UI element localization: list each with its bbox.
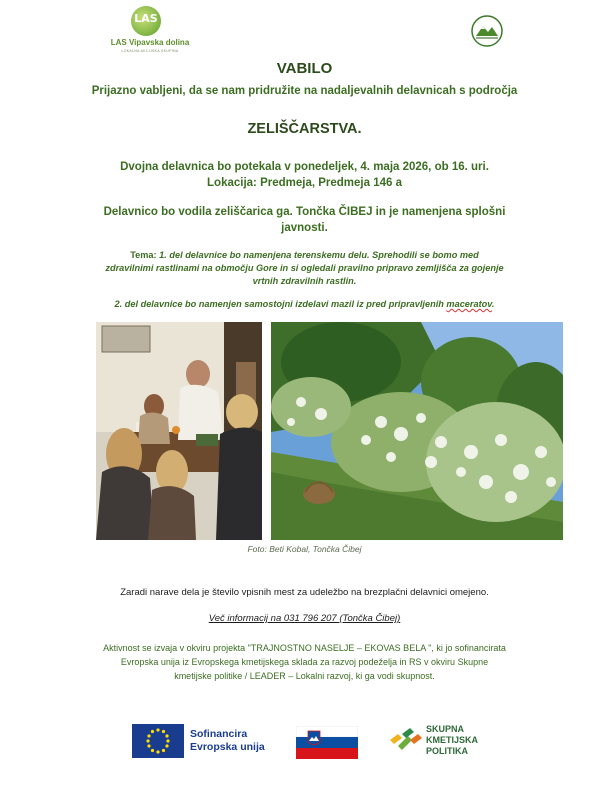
eu-line2: Evropska unija bbox=[190, 741, 265, 753]
skp-line2: KMETIJSKA bbox=[426, 735, 479, 745]
workshop-photo-indoor bbox=[96, 322, 262, 540]
workshop-date: Dvojna delavnica bo potekala v ponedeljek, 4. maja 2026, ob 16. uri. bbox=[120, 161, 489, 173]
workshop-leader-line1: Delavnico bo vodila zeliščarica ga. Tončka ČIBEJ in je namenjena splošni bbox=[103, 206, 506, 218]
topic-line4 bbox=[0, 298, 609, 311]
topic-line3: vrtnih zdravilnih rastlin. bbox=[252, 276, 357, 286]
funding-line2: Evropska unija iz Evropskega kmetijskega sklada za razvoj podeželja in RS v okviru Skupne bbox=[120, 657, 489, 667]
skp-line1: SKUPNA bbox=[426, 724, 465, 734]
page-title: VABILO bbox=[276, 60, 333, 77]
funding-line1: Aktivnost se izvaja v okviru projekta "TRAJNOSTNO NASELJE – EKOVAS BELA ", ki jo sofinancirata bbox=[103, 643, 506, 653]
more-info-link[interactable]: Več informacij na 031 796 207 (Tončka Čibej) bbox=[208, 613, 401, 624]
las-logo-name: LAS Vipavska dolina bbox=[110, 38, 190, 47]
eu-line1: Sofinancira bbox=[190, 728, 248, 740]
mountain-region-logo bbox=[470, 14, 504, 48]
topic-part1: 1. del delavnice bo namenjena terenskemu delu. Sprehodili se bomo med bbox=[159, 250, 479, 260]
topic-macerati: maceratov bbox=[446, 299, 492, 309]
eu-cofunding-label bbox=[190, 728, 265, 754]
topic-period: . bbox=[491, 299, 495, 309]
las-logo-tagline: LOKALNA AKCIJSKA SKUPINA bbox=[121, 49, 179, 53]
limited-seats-notice: Zaradi narave dela je število vpisnih mest za udeležbo na brezplačni delavnici omejeno. bbox=[120, 587, 489, 598]
las-logo-mark: LAS bbox=[131, 6, 161, 36]
slovenia-flag-icon bbox=[296, 726, 358, 759]
eu-flag-icon bbox=[132, 724, 184, 758]
topic-label: Tema: bbox=[130, 250, 160, 260]
topic-part2: 2. del delavnice bo namenjen samostojni izdelavi mazil iz pred pripravljenih bbox=[114, 299, 447, 309]
workshop-leader-line2: javnosti. bbox=[281, 222, 328, 234]
invitation-text: Prijazno vabljeni, da se nam pridružite na nadaljevalnih delavnicah s področja bbox=[91, 85, 518, 97]
workshop-subject: ZELIŠČARSTVA. bbox=[247, 121, 362, 137]
skupna-kmetijska-politika-label bbox=[426, 724, 478, 757]
photo-caption: Foto: Beti Kobal, Tončka Čibej bbox=[247, 544, 362, 554]
las-logo bbox=[100, 6, 200, 54]
skupna-kmetijska-politika-icon bbox=[388, 726, 422, 750]
workshop-location: Lokacija: Predmeja, Predmeja 146 a bbox=[207, 177, 402, 189]
topic-line1 bbox=[0, 249, 609, 262]
funding-line3: kmetijske politike / LEADER – Lokalni razvoj, ki ga vodi skupnost. bbox=[174, 671, 435, 681]
skp-line3: POLITIKA bbox=[426, 746, 468, 756]
topic-line2: zdravilnimi rastlinami na območju Gore in si ogledali pravilno pripravo zemljišča za gojenje bbox=[105, 263, 504, 273]
hawthorn-meadow-photo bbox=[271, 322, 563, 540]
